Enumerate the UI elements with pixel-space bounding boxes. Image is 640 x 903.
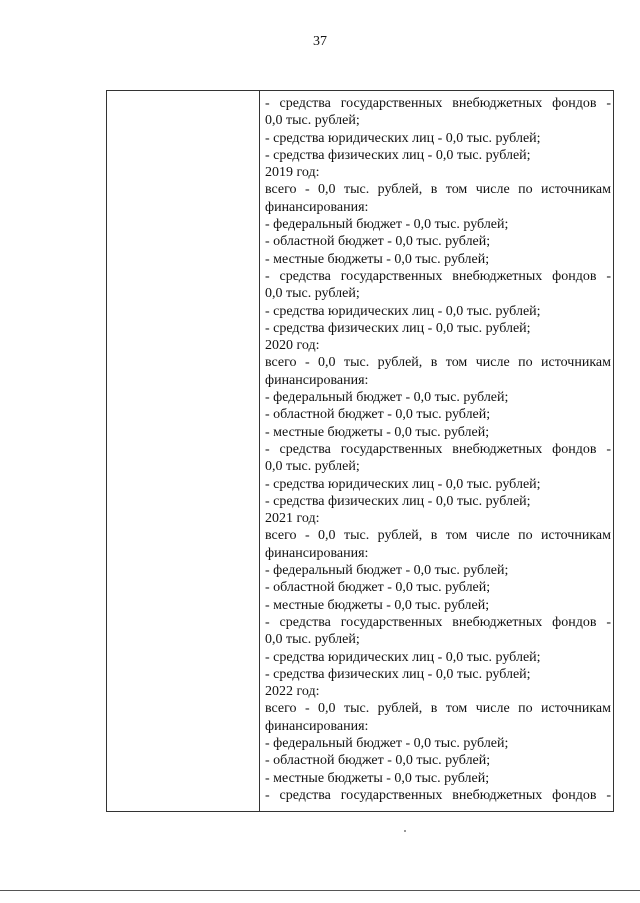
text-line: финансирования: bbox=[265, 372, 369, 388]
text-line: - федеральный бюджет - 0,0 тыс. рублей; bbox=[265, 217, 509, 233]
text-line: всего - 0,0 тыс. рублей, в том числе по источникам bbox=[265, 182, 611, 198]
text-line: 2022 год: bbox=[265, 684, 320, 700]
text-line: всего - 0,0 тыс. рублей, в том числе по источникам bbox=[265, 355, 611, 371]
text-line: - областной бюджет - 0,0 тыс. рублей; bbox=[265, 753, 491, 769]
financing-table bbox=[106, 90, 614, 812]
text-line: - средства юридических лиц - 0,0 тыс. рублей; bbox=[265, 130, 541, 146]
text-line: - местные бюджеты - 0,0 тыс. рублей; bbox=[265, 424, 490, 440]
text-line: 2020 год: bbox=[265, 338, 320, 354]
text-line: - средства государственных внебюджетных фондов - bbox=[265, 441, 611, 457]
text-line: - местные бюджеты - 0,0 тыс. рублей; bbox=[265, 251, 490, 267]
text-line: - федеральный бюджет - 0,0 тыс. рублей; bbox=[265, 563, 509, 579]
text-line: - средства государственных внебюджетных фондов - bbox=[265, 268, 611, 284]
text-line: - средства физических лиц - 0,0 тыс. рублей; bbox=[265, 666, 531, 682]
text-line: финансирования: bbox=[265, 199, 369, 215]
text-line: 0,0 тыс. рублей; bbox=[265, 113, 360, 129]
text-line: всего - 0,0 тыс. рублей, в том числе по источникам bbox=[265, 528, 611, 544]
text-line: - областной бюджет - 0,0 тыс. рублей; bbox=[265, 234, 491, 250]
text-line: финансирования: bbox=[265, 718, 369, 734]
text-line: - средства физических лиц - 0,0 тыс. рублей; bbox=[265, 493, 531, 509]
text-line: 0,0 тыс. рублей; bbox=[265, 459, 360, 475]
text-line: - областной бюджет - 0,0 тыс. рублей; bbox=[265, 580, 491, 596]
scan-speck bbox=[404, 830, 406, 832]
text-line: всего - 0,0 тыс. рублей, в том числе по источникам bbox=[265, 701, 611, 717]
text-line: - местные бюджеты - 0,0 тыс. рублей; bbox=[265, 770, 490, 786]
text-line: 0,0 тыс. рублей; bbox=[265, 286, 360, 302]
text-line: - областной бюджет - 0,0 тыс. рублей; bbox=[265, 407, 491, 423]
page-number: 37 bbox=[313, 34, 327, 49]
text-line: финансирования: bbox=[265, 545, 369, 561]
text-line: - федеральный бюджет - 0,0 тыс. рублей; bbox=[265, 735, 509, 751]
text-line: - средства физических лиц - 0,0 тыс. рублей; bbox=[265, 147, 531, 163]
text-line: - средства юридических лиц - 0,0 тыс. рублей; bbox=[265, 649, 541, 665]
text-line: 2021 год: bbox=[265, 511, 320, 527]
table-right-cell bbox=[260, 91, 613, 811]
text-line: 0,0 тыс. рублей; bbox=[265, 632, 360, 648]
text-line: - средства государственных внебюджетных фондов - bbox=[265, 614, 611, 630]
table-left-cell bbox=[107, 91, 260, 811]
text-line: - средства юридических лиц - 0,0 тыс. рублей; bbox=[265, 476, 541, 492]
text-line: 2019 год: bbox=[265, 165, 320, 181]
text-line: - средства государственных внебюджетных фондов - bbox=[265, 787, 611, 803]
text-line: - федеральный бюджет - 0,0 тыс. рублей; bbox=[265, 390, 509, 406]
page-bottom-edge bbox=[0, 890, 640, 891]
text-line: - средства государственных внебюджетных фондов - bbox=[265, 96, 611, 111]
text-line: - средства физических лиц - 0,0 тыс. рублей; bbox=[265, 320, 531, 336]
text-line: - местные бюджеты - 0,0 тыс. рублей; bbox=[265, 597, 490, 613]
text-line: - средства юридических лиц - 0,0 тыс. рублей; bbox=[265, 303, 541, 319]
